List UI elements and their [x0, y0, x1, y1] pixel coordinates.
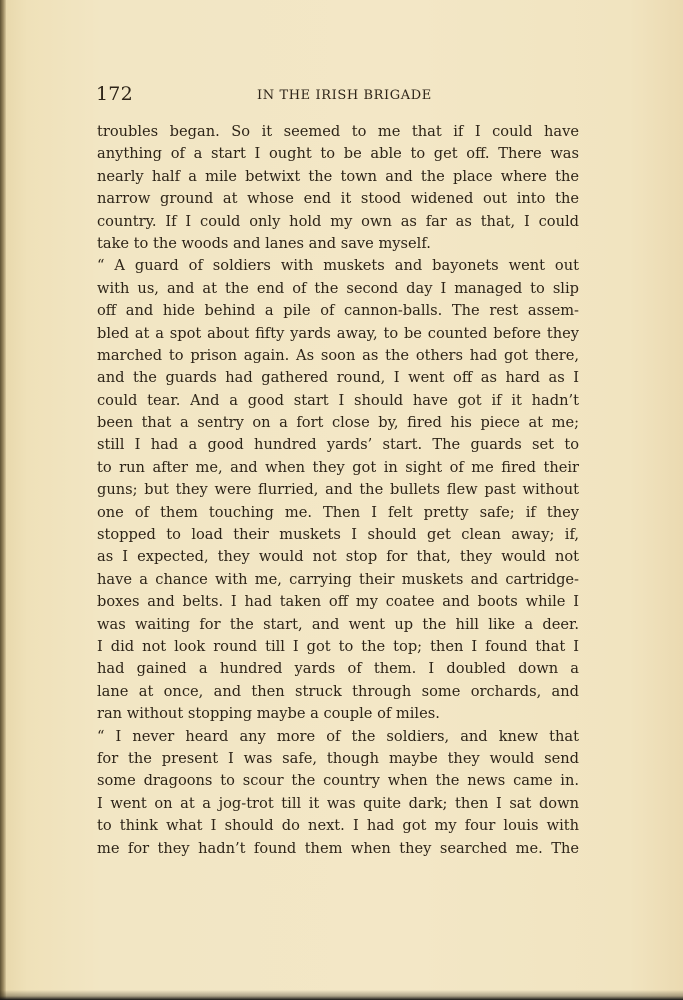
text-line: lane at once, and then struck through some orchards, and [97, 682, 579, 700]
text-line: bled at a spot about fifty yards away, to be counted before they [97, 324, 579, 342]
text-line: me for they hadn’t found them when they searched me. The [97, 839, 579, 857]
running-head: IN THE IRISH BRIGADE [257, 88, 432, 103]
text-line: had gained a hundred yards of them. I doubled down a [97, 660, 579, 678]
text-line: stopped to load their muskets I should get clean away; if, [97, 526, 579, 544]
text-line: ran without stopping maybe a couple of miles. [97, 705, 440, 723]
text-line: and the guards had gathered round, I went off as hard as I [97, 369, 579, 387]
text-line: guns; but they were flurried, and the bullets flew past without [97, 481, 579, 499]
text-line: for the present I was safe, though maybe they would send [97, 749, 579, 767]
text-line: some dragoons to scour the country when the news came in. [97, 772, 579, 790]
text-line: been that a sentry on a fort close by, fired his piece at me; [97, 414, 579, 432]
text-line: was waiting for the start, and went up the hill like a deer. [97, 615, 579, 633]
text-line: take to the woods and lanes and save myself. [97, 234, 431, 252]
text-line: nearly half a mile betwixt the town and the place where the [97, 167, 579, 185]
text-line: I went on at a jog-trot till it was quite dark; then I sat down [97, 794, 579, 812]
text-line: to think what I should do next. I had got my four louis with [97, 817, 579, 835]
text-line: as I expected, they would not stop for that, they would not [97, 548, 579, 566]
page-bottom-edge [0, 990, 683, 1000]
body-text [97, 121, 579, 860]
text-line: to run after me, and when they got in sight of me fired their [97, 458, 579, 476]
text-line: “ A guard of soldiers with muskets and bayonets went out [97, 257, 579, 275]
text-line: anything of a start I ought to be able to get off. There was [97, 145, 579, 163]
text-line: boxes and belts. I had taken off my coatee and boots while I [97, 593, 579, 611]
text-line: have a chance with me, carrying their muskets and cartridge- [97, 570, 579, 588]
text-line: off and hide behind a pile of cannon-balls. The rest assem- [97, 302, 579, 320]
text-line: still I had a good hundred yards’ start. The guards set to [97, 436, 579, 454]
text-line: with us, and at the end of the second day I managed to slip [97, 279, 579, 297]
page-number: 172 [96, 83, 133, 105]
text-line: could tear. And a good start I should have got if it hadn’t [97, 391, 579, 409]
text-line: I did not look round till I got to the top; then I found that I [97, 637, 579, 655]
text-line: marched to prison again. As soon as the others had got there, [97, 346, 579, 364]
text-line: one of them touching me. Then I felt pretty safe; if they [97, 503, 579, 521]
text-line: country. If I could only hold my own as far as that, I could [97, 212, 579, 230]
page-binding-edge [0, 0, 6, 1000]
text-line: narrow ground at whose end it stood widened out into the [97, 190, 579, 208]
text-line: troubles began. So it seemed to me that if I could have [97, 123, 579, 140]
text-line: “ I never heard any more of the soldiers, and knew that [97, 727, 579, 745]
